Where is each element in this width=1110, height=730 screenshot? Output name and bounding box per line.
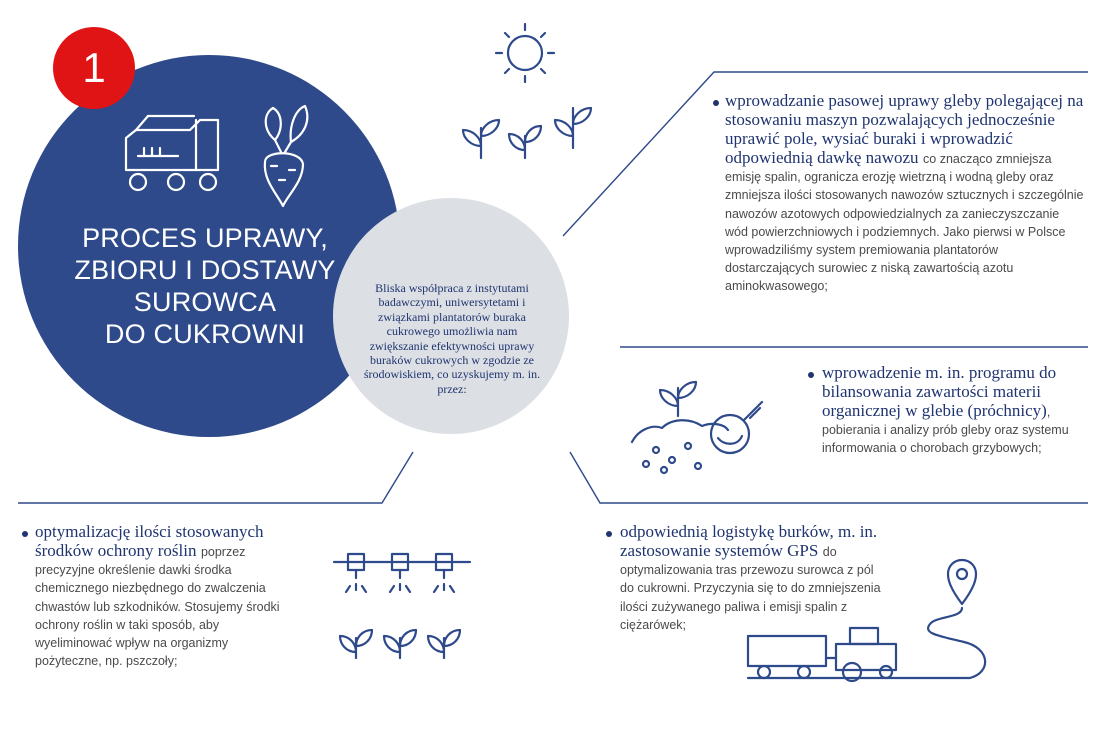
title-line: SUROWCA bbox=[133, 287, 277, 317]
title-line: PROCES UPRAWY, bbox=[82, 223, 328, 253]
item-crop-protection bbox=[35, 523, 297, 670]
section-number-badge: 1 bbox=[53, 27, 135, 109]
page-title bbox=[40, 222, 370, 350]
bullet-icon bbox=[606, 531, 612, 537]
title-line: ZBIORU I DOSTAWY bbox=[74, 255, 336, 285]
item-logistics-text: do optymalizowania tras przewozu surowca z pól do cukrowni. Przyczynia się to do zmniejszenia ilości zużywanego paliwa i emisji spalin z ciężarówek; bbox=[620, 545, 881, 632]
title-line: DO CUKROWNI bbox=[104, 319, 306, 349]
item-logistics-highlight: odpowiednią logistykę burków, m. in. zastosowanie systemów GPS bbox=[620, 522, 878, 560]
item-strip-tillage-text: co znacząco zmniejsza emisję spalin, ogranicza erozję wietrzną i wodną gleby oraz zmniejsza ilości stosowanych nawozów sztucznych i szczególnie nawozów azotowych odpowiedzialnych za zanieczyszczanie wód powierzchniowych i podziemnych. Jako pierwsi w Polsce wprowadziliśmy system premiowania plantatorów dostarczających surowiec z niską zawartością azotu aminokwasowego; bbox=[725, 152, 1084, 294]
item-crop-protection-highlight: optymalizację ilości stosowanych środków ochrony roślin bbox=[35, 522, 264, 560]
item-organic-matter bbox=[822, 364, 1077, 458]
bullet-icon bbox=[22, 531, 28, 537]
soil-analysis-icon bbox=[628, 368, 778, 478]
item-organic-matter-highlight: wprowadzenie m. in. programu do bilansowania zawartości materii organicznej w glebie (próchnicy) bbox=[822, 363, 1057, 420]
item-organic-matter-text: , pobierania i analizy prób gleby oraz systemu informowania o chorobach grzybowych; bbox=[822, 405, 1069, 456]
sugar-beet-icon bbox=[255, 100, 315, 210]
item-logistics bbox=[620, 523, 882, 634]
center-description: Bliska współpraca z instytutami badawczymi, uniwersytetami i związkami plantatorów buraka cukrowego umożliwia nam zwiększanie efektywności uprawy buraków cukrowych w zgodzie ze środowiskiem, co uzyskujemy m. in. przez: bbox=[363, 281, 541, 396]
sun-and-seedlings-icon bbox=[455, 18, 615, 168]
item-crop-protection-text: poprzez precyzyjne określenie dawki środka chemicznego niezbędnego do zwalczenia chwastów lub szkodników. Stosujemy środki ochrony roślin w taki sposób, aby wyeliminować wpływ na organizmy pożyteczne, np. pszczoły; bbox=[35, 545, 280, 669]
crop-sprayer-icon bbox=[330, 548, 480, 668]
item-strip-tillage-highlight: wprowadzanie pasowej uprawy gleby polegającej na stosowaniu maszyn pozwalających jednocześnie uprawić pole, wysiać buraki i wprowadzić odpowiednią dawkę nawozu bbox=[725, 91, 1084, 167]
harvester-icon bbox=[118, 108, 228, 198]
bullet-icon bbox=[808, 372, 814, 378]
item-strip-tillage bbox=[725, 92, 1085, 296]
bullet-icon bbox=[713, 100, 719, 106]
